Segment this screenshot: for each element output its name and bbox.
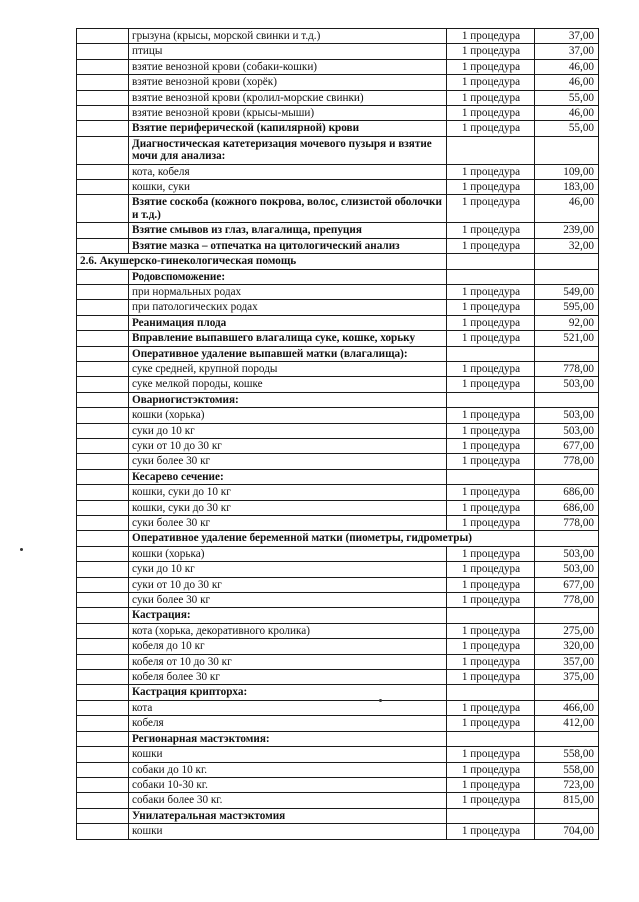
price-cell [535,731,599,746]
service-name: кота [129,700,447,715]
service-name: Реанимация плода [129,315,447,330]
unit-cell: 1 процедура [447,577,535,592]
price-cell: 521,00 [535,331,599,346]
table-row [77,700,599,715]
price-cell: 549,00 [535,284,599,299]
number-cell [77,346,129,361]
unit-cell: 1 процедура [447,121,535,136]
price-cell: 704,00 [535,824,599,839]
section-title: 2.6. Акушерско-гинекологическая помощь [77,254,447,269]
service-name: кошки, суки до 30 кг [129,500,447,515]
table-row [77,315,599,330]
number-cell [77,361,129,376]
number-cell [77,808,129,823]
number-cell [77,546,129,561]
price-cell [535,269,599,284]
price-cell [535,685,599,700]
unit-cell: 1 процедура [447,180,535,195]
unit-cell: 1 процедура [447,639,535,654]
table-row [77,685,599,700]
unit-cell: 1 процедура [447,485,535,500]
table-row [77,654,599,669]
number-cell [77,238,129,253]
number-cell [77,762,129,777]
unit-cell: 1 процедура [447,423,535,438]
number-cell [77,747,129,762]
service-name: Взятие периферической (капилярной) крови [129,121,447,136]
number-cell [77,670,129,685]
table-row [77,164,599,179]
table-row [77,670,599,685]
table-row [77,361,599,376]
table-row [77,562,599,577]
unit-cell: 1 процедура [447,500,535,515]
price-table [76,28,599,840]
service-name: Взятие мазка – отпечатка на цитологический анализ [129,238,447,253]
service-name: суки более 30 кг [129,516,447,531]
price-cell: 595,00 [535,300,599,315]
price-table-body [77,29,599,840]
service-name: при нормальных родах [129,284,447,299]
price-cell: 558,00 [535,762,599,777]
number-cell [77,731,129,746]
number-cell [77,269,129,284]
price-cell: 55,00 [535,90,599,105]
table-row [77,793,599,808]
table-row [77,454,599,469]
price-cell [535,608,599,623]
table-row [77,531,599,546]
service-name: Оперативное удаление выпавшей матки (влагалища): [129,346,447,361]
unit-cell [447,392,535,407]
number-cell [77,700,129,715]
table-row [77,824,599,839]
service-name: Взятие соскоба (кожного покрова, волос, слизистой оболочки и т.д.) [129,195,447,223]
number-cell [77,777,129,792]
table-row [77,747,599,762]
unit-cell [447,685,535,700]
service-name: кота (хорька, декоративного кролика) [129,623,447,638]
service-name: Кастрация: [129,608,447,623]
price-cell: 32,00 [535,238,599,253]
number-cell [77,195,129,223]
unit-cell: 1 процедура [447,562,535,577]
unit-cell: 1 процедура [447,654,535,669]
unit-cell: 1 процедура [447,438,535,453]
service-name: кошки (хорька) [129,408,447,423]
number-cell [77,392,129,407]
unit-cell: 1 процедура [447,90,535,105]
price-cell [535,531,599,546]
price-cell: 778,00 [535,454,599,469]
table-row [77,639,599,654]
price-cell: 558,00 [535,747,599,762]
unit-cell [447,254,535,269]
table-row [77,377,599,392]
price-cell: 37,00 [535,29,599,44]
number-cell [77,331,129,346]
service-name: птицы [129,44,447,59]
number-cell [77,300,129,315]
number-cell [77,121,129,136]
number-cell [77,136,129,164]
unit-cell: 1 процедура [447,516,535,531]
price-cell: 778,00 [535,516,599,531]
service-name: кошки (хорька) [129,546,447,561]
unit-cell: 1 процедура [447,164,535,179]
price-cell: 503,00 [535,377,599,392]
price-cell: 275,00 [535,623,599,638]
table-row [77,300,599,315]
unit-cell: 1 процедура [447,593,535,608]
number-cell [77,654,129,669]
table-row [77,90,599,105]
service-name: суке средней, крупной породы [129,361,447,376]
price-cell: 92,00 [535,315,599,330]
number-cell [77,824,129,839]
price-cell: 686,00 [535,500,599,515]
service-name: кошки, суки [129,180,447,195]
table-row [77,106,599,121]
price-cell: 109,00 [535,164,599,179]
table-row [77,284,599,299]
number-cell [77,685,129,700]
unit-cell: 1 процедура [447,670,535,685]
table-row [77,731,599,746]
table-row [77,777,599,792]
table-row [77,121,599,136]
unit-cell: 1 процедура [447,284,535,299]
service-name: суки до 10 кг [129,423,447,438]
number-cell [77,593,129,608]
scan-speck [20,548,23,551]
table-row [77,716,599,731]
table-row [77,438,599,453]
service-name: кобеля от 10 до 30 кг [129,654,447,669]
number-cell [77,485,129,500]
unit-cell: 1 процедура [447,315,535,330]
service-name: кошки [129,747,447,762]
number-cell [77,284,129,299]
unit-cell [447,608,535,623]
price-cell: 815,00 [535,793,599,808]
table-row [77,180,599,195]
number-cell [77,423,129,438]
price-cell [535,136,599,164]
price-cell: 503,00 [535,423,599,438]
number-cell [77,106,129,121]
number-cell [77,454,129,469]
table-row [77,346,599,361]
price-cell [535,469,599,484]
price-cell: 183,00 [535,180,599,195]
number-cell [77,75,129,90]
price-cell: 239,00 [535,223,599,238]
unit-cell: 1 процедура [447,195,535,223]
number-cell [77,608,129,623]
number-cell [77,639,129,654]
number-cell [77,223,129,238]
number-cell [77,577,129,592]
unit-cell [447,808,535,823]
unit-cell: 1 процедура [447,777,535,792]
number-cell [77,90,129,105]
table-row [77,29,599,44]
unit-cell: 1 процедура [447,454,535,469]
service-name: Кесарево сечение: [129,469,447,484]
table-row [77,44,599,59]
table-row [77,238,599,253]
unit-cell [447,346,535,361]
service-name: Унилатеральная мастэктомия [129,808,447,823]
service-name: собаки 10-30 кг. [129,777,447,792]
service-name: Оперативное удаление беременной матки (пиометры, гидрометры) [129,531,535,546]
section-header-row [77,254,599,269]
price-cell: 55,00 [535,121,599,136]
price-cell [535,254,599,269]
price-cell: 503,00 [535,546,599,561]
service-name: собаки до 10 кг. [129,762,447,777]
number-cell [77,164,129,179]
price-cell: 37,00 [535,44,599,59]
table-row [77,408,599,423]
number-cell [77,180,129,195]
service-name: Кастрация крипторха: [129,685,447,700]
price-cell: 46,00 [535,195,599,223]
table-row [77,500,599,515]
service-name: суки более 30 кг [129,593,447,608]
unit-cell: 1 процедура [447,300,535,315]
unit-cell: 1 процедура [447,44,535,59]
unit-cell: 1 процедура [447,623,535,638]
table-row [77,75,599,90]
unit-cell: 1 процедура [447,546,535,561]
unit-cell: 1 процедура [447,238,535,253]
service-name: взятие венозной крови (кролил-морские свинки) [129,90,447,105]
price-cell: 686,00 [535,485,599,500]
unit-cell [447,269,535,284]
number-cell [77,562,129,577]
number-cell [77,531,129,546]
unit-cell: 1 процедура [447,824,535,839]
table-row [77,59,599,74]
unit-cell: 1 процедура [447,361,535,376]
number-cell [77,623,129,638]
number-cell [77,29,129,44]
table-row [77,195,599,223]
service-name: суки до 10 кг [129,562,447,577]
unit-cell: 1 процедура [447,377,535,392]
number-cell [77,716,129,731]
scan-speck [379,699,382,702]
price-cell: 375,00 [535,670,599,685]
unit-cell: 1 процедура [447,59,535,74]
service-name: кобеля [129,716,447,731]
number-cell [77,469,129,484]
table-row [77,269,599,284]
price-cell: 677,00 [535,577,599,592]
price-cell: 503,00 [535,408,599,423]
price-cell: 778,00 [535,593,599,608]
service-name: кошки [129,824,447,839]
price-cell: 503,00 [535,562,599,577]
unit-cell: 1 процедура [447,793,535,808]
service-name: взятие венозной крови (крысы-мыши) [129,106,447,121]
service-name: кошки, суки до 10 кг [129,485,447,500]
price-cell: 723,00 [535,777,599,792]
number-cell [77,500,129,515]
table-row [77,516,599,531]
price-cell: 320,00 [535,639,599,654]
service-name: суке мелкой породы, кошке [129,377,447,392]
price-cell: 778,00 [535,361,599,376]
service-name: взятие венозной крови (собаки-кошки) [129,59,447,74]
price-cell: 466,00 [535,700,599,715]
service-name: Диагностическая катетеризация мочевого пузыря и взятие мочи для анализа: [129,136,447,164]
service-name: Вправление выпавшего влагалища суке, кошке, хорьку [129,331,447,346]
unit-cell [447,469,535,484]
unit-cell: 1 процедура [447,223,535,238]
table-row [77,808,599,823]
table-row [77,392,599,407]
number-cell [77,793,129,808]
table-row [77,423,599,438]
table-row [77,223,599,238]
service-name: кота, кобеля [129,164,447,179]
table-row [77,331,599,346]
unit-cell: 1 процедура [447,747,535,762]
table-row [77,623,599,638]
price-cell: 46,00 [535,75,599,90]
service-name: Регионарная мастэктомия: [129,731,447,746]
service-name: взятие венозной крови (хорёк) [129,75,447,90]
price-cell: 357,00 [535,654,599,669]
unit-cell [447,136,535,164]
price-cell: 412,00 [535,716,599,731]
service-name: при патологических родах [129,300,447,315]
service-name: кобеля более 30 кг [129,670,447,685]
price-cell: 677,00 [535,438,599,453]
number-cell [77,315,129,330]
table-row [77,136,599,164]
table-row [77,485,599,500]
number-cell [77,438,129,453]
unit-cell: 1 процедура [447,75,535,90]
price-cell [535,392,599,407]
unit-cell: 1 процедура [447,29,535,44]
unit-cell: 1 процедура [447,762,535,777]
service-name: кобеля до 10 кг [129,639,447,654]
table-row [77,762,599,777]
service-name: суки более 30 кг [129,454,447,469]
service-name: суки от 10 до 30 кг [129,577,447,592]
table-row [77,546,599,561]
unit-cell: 1 процедура [447,408,535,423]
unit-cell: 1 процедура [447,700,535,715]
number-cell [77,408,129,423]
service-name: суки от 10 до 30 кг [129,438,447,453]
number-cell [77,516,129,531]
number-cell [77,59,129,74]
price-cell: 46,00 [535,59,599,74]
unit-cell: 1 процедура [447,106,535,121]
service-name: Родовспоможение: [129,269,447,284]
service-name: Овариогистэктомия: [129,392,447,407]
unit-cell: 1 процедура [447,716,535,731]
service-name: собаки более 30 кг. [129,793,447,808]
service-name: грызуна (крысы, морской свинки и т.д.) [129,29,447,44]
price-cell [535,346,599,361]
price-cell [535,808,599,823]
number-cell [77,377,129,392]
table-row [77,469,599,484]
service-name: Взятие смывов из глаз, влагалища, препуция [129,223,447,238]
table-row [77,577,599,592]
unit-cell: 1 процедура [447,331,535,346]
price-cell: 46,00 [535,106,599,121]
table-row [77,593,599,608]
unit-cell [447,731,535,746]
table-row [77,608,599,623]
number-cell [77,44,129,59]
